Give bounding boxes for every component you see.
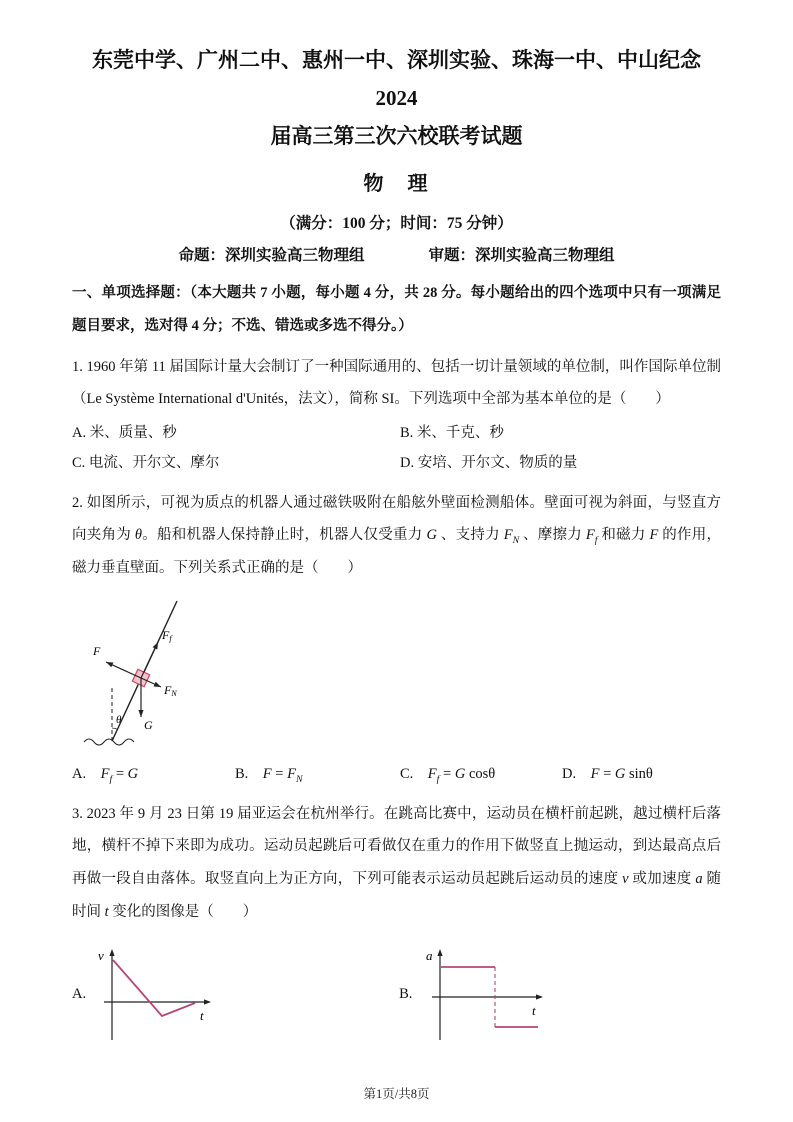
score-time-line: （满分：100 分；时间：75 分钟）	[280, 215, 513, 233]
setters-line	[72, 243, 721, 265]
q3-option-b-label: B.	[399, 985, 413, 1002]
q2-option-a: A. $F_f = G$	[72, 766, 139, 785]
subject-title: 物 理	[363, 173, 430, 196]
question-1-options	[72, 418, 721, 479]
question-2-options	[72, 760, 721, 790]
q1-option-c: C. 电流、开尔文、摩尔	[72, 455, 220, 472]
reviewer-text: 审题：深圳实验高三物理组	[428, 247, 615, 265]
force-ff-label: Ff	[162, 628, 172, 644]
acceleration-time-graph	[418, 940, 558, 1048]
q3-option-a-label: A.	[72, 985, 87, 1002]
velocity-time-graph	[92, 940, 227, 1048]
question-2-figure	[82, 591, 721, 756]
v-axis-label: v	[98, 948, 104, 964]
velocity-curve	[113, 960, 195, 1016]
a-axis-arrowhead	[438, 949, 443, 956]
q1-option-b: B. 米、千克、秒	[400, 424, 504, 441]
q2-option-d: D. F = G sinθ	[562, 766, 653, 783]
theta-arc	[112, 728, 118, 729]
force-f-arrowhead	[105, 660, 114, 668]
incline-figure-svg	[82, 591, 217, 751]
t-axis-label: t	[200, 1008, 204, 1024]
water-line	[84, 739, 134, 745]
setter-text: 命题：深圳实验高三物理组	[178, 247, 365, 265]
force-fn-label: FN	[164, 683, 177, 699]
question-1-text: 1. 1960 年第 11 届国际计量大会制订了一种国际通用的、包括一切计量领域的单位制，叫作国际单位制（Le Système International d'Unités，法文），简称 SI。下列选项中全部为基本单位的是（ ）	[72, 358, 721, 408]
q2-option-c: C. $F_f = G$ cosθ	[400, 766, 496, 785]
title-line-1: 东莞中学、广州二中、惠州一中、深圳实验、珠海一中、中山纪念 2024	[92, 48, 701, 110]
t-axis-arrowhead	[204, 1000, 211, 1005]
title-line-2: 届高三第三次六校联考试题	[270, 123, 523, 148]
section-heading: 一、单项选择题：（本大题共 7 小题，每小题 4 分，共 28 分。每小题给出的四个选项中只有一项满足题目要求，选对得 4 分；不选、错选或多选不得分。）	[72, 285, 721, 335]
gravity-arrowhead	[138, 710, 143, 717]
a-axis-label: a	[426, 948, 433, 964]
force-fn-arrowhead	[154, 682, 163, 690]
question-2-text: 2. 如图所示，可视为质点的机器人通过磁铁吸附在船舷外壁面检测船体。壁面可视为斜面，与竖直方向夹角为 θ。船和机器人保持静止时，机器人仅受重力 G 、支持力 $F_N$ 、摩擦力 $F_f$ 和磁力 F 的作用，磁力垂直壁面。下列关系式正确的是（ ）	[72, 494, 722, 577]
force-ff-arrowhead	[153, 641, 161, 650]
t-axis-arrowhead	[536, 995, 543, 1000]
force-f-label: F	[93, 644, 101, 659]
t-axis-label: t	[532, 1003, 537, 1019]
question-3-text: 3. 2023 年 9 月 23 日第 19 届亚运会在杭州举行。在跳高比赛中，运动员在横杆前起跳，越过横杆后落地，横杆不掉下来即为成功。运动员起跳后可看做仅在重力的作用下做竖直上抛运动，到达最高点后再做一段自由落体。取竖直向上为正方向，下列可能表示运动员起跳后运动员的速度 v 或加速度 a 随时间 t 变化的图像是（ ）	[72, 805, 722, 920]
q1-option-a: A. 米、质量、秒	[72, 424, 177, 441]
v-axis-arrowhead	[110, 949, 115, 956]
q3-option-a-graph	[72, 940, 227, 1048]
page-title	[72, 42, 721, 155]
question-3-graphs	[72, 940, 721, 1048]
gravity-label: G	[144, 718, 153, 733]
q1-option-d: D. 安培、开尔文、物质的量	[400, 455, 578, 472]
page-footer: 第1页/共8页	[363, 1087, 430, 1101]
q2-option-b: B. $F = F_N$	[235, 766, 303, 785]
q3-option-b-graph	[399, 940, 558, 1048]
theta-label: θ	[116, 714, 122, 727]
